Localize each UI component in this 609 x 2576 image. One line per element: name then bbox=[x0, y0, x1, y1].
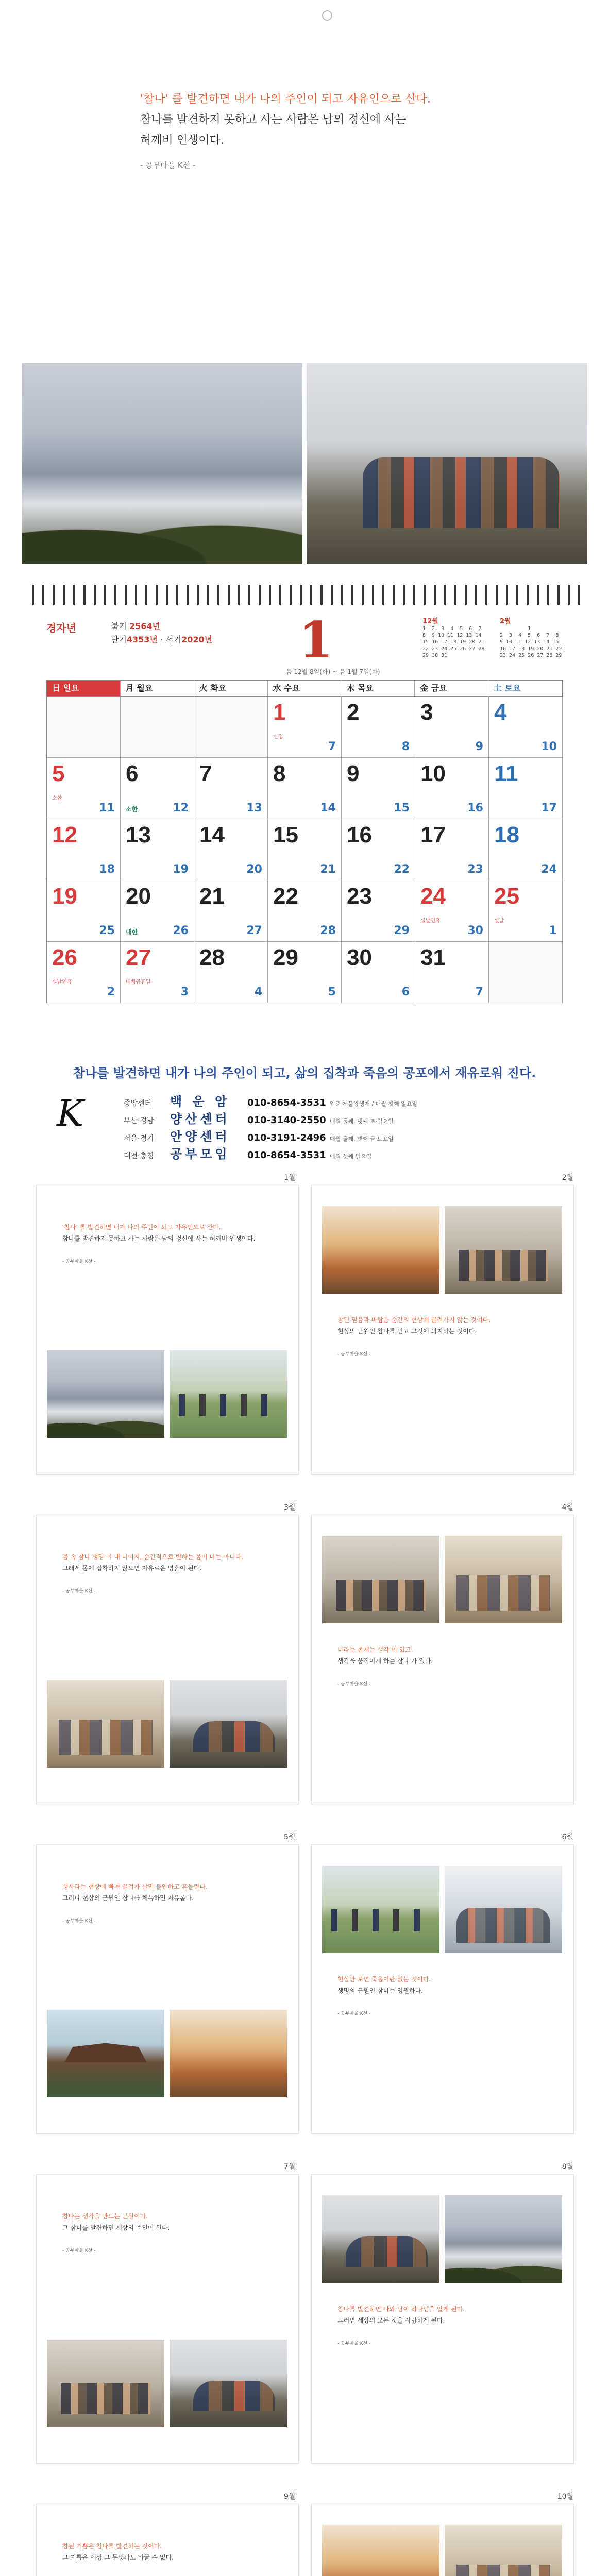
lunar-day: 4 bbox=[254, 986, 262, 998]
lunar-day: 11 bbox=[99, 802, 115, 815]
thumbnail-quote bbox=[337, 1644, 549, 1667]
contact-name: 안양센터 bbox=[170, 1129, 230, 1144]
day-cell-27 bbox=[121, 942, 194, 1003]
ring-coil bbox=[156, 585, 158, 605]
ring-coil bbox=[238, 585, 240, 605]
contact-row bbox=[124, 1126, 394, 1143]
day-cell-14 bbox=[194, 819, 268, 880]
thumbnail-quote bbox=[62, 1881, 274, 1904]
month-thumbnail-7 bbox=[36, 2163, 299, 2464]
lunar-day: 19 bbox=[173, 863, 189, 876]
holiday-note: 설날 bbox=[494, 918, 504, 924]
thumbnail-text-line: 몸 속 참나 생명 이 내 나이지, 순간적으로 변하는 몸이 나는 아니다. bbox=[62, 1553, 243, 1561]
ring-coil bbox=[207, 585, 209, 605]
day-number: 22 bbox=[273, 884, 298, 909]
dangi-year bbox=[111, 633, 212, 645]
thumbnail-photo bbox=[47, 1350, 164, 1438]
ring-coil bbox=[434, 585, 436, 605]
day-number: 3 bbox=[420, 700, 433, 725]
day-number: 13 bbox=[126, 822, 151, 848]
lunar-day: 7 bbox=[328, 740, 336, 753]
contact-phone: 010-8654-3531 bbox=[247, 1150, 326, 1161]
day-cell-17 bbox=[415, 819, 489, 880]
western-prefix: · 서기 bbox=[157, 635, 182, 645]
contact-name: 양산센터 bbox=[170, 1112, 230, 1126]
ring-coil bbox=[465, 585, 467, 605]
day-cell-22 bbox=[268, 880, 342, 942]
thumbnail-month-label: 2월 bbox=[562, 1174, 573, 1182]
lunar-day: 3 bbox=[180, 986, 189, 998]
ring-coil bbox=[547, 585, 549, 605]
day-cell-10 bbox=[415, 758, 489, 819]
hanger-hole-icon bbox=[322, 10, 332, 21]
day-cell-21 bbox=[194, 880, 268, 942]
empty-cell bbox=[47, 697, 121, 758]
ring-coil bbox=[114, 585, 116, 605]
thumbnail-month-label: 4월 bbox=[562, 1503, 573, 1512]
thumbnail-photo bbox=[445, 2525, 562, 2576]
lunar-day: 28 bbox=[320, 924, 336, 937]
thumbnail-month-label: 7월 bbox=[284, 2163, 296, 2171]
ring-coil bbox=[53, 585, 55, 605]
ring-coil bbox=[527, 585, 529, 605]
ring-coil bbox=[104, 585, 106, 605]
lunar-day: 26 bbox=[173, 924, 189, 937]
ring-coil bbox=[424, 585, 426, 605]
day-number: 24 bbox=[420, 884, 446, 909]
day-number: 2 bbox=[347, 700, 360, 725]
lunar-day: 21 bbox=[320, 863, 336, 876]
calligraphy-logo-icon: K bbox=[57, 1092, 84, 1134]
day-number: 23 bbox=[347, 884, 372, 909]
thumbnail-photo bbox=[170, 1680, 287, 1768]
mountain-photo bbox=[22, 363, 302, 564]
contact-note: 입춘·제불왕생재 / 매월 첫째 일요일 bbox=[330, 1100, 417, 1107]
day-number: 1 bbox=[273, 700, 286, 725]
ring-coil bbox=[475, 585, 477, 605]
contact-region: 서울·경기 bbox=[124, 1134, 154, 1143]
mini-next-days: 1 2 3 4 5 6 7 8 9 10 11 12 13 14 15 16 17 18 19 20 21 22 23 24 25 26 27 28 29 bbox=[500, 626, 562, 658]
day-number: 19 bbox=[52, 884, 77, 909]
contact-name: 공부모임 bbox=[170, 1147, 230, 1161]
holiday-note: 설날연휴 bbox=[52, 979, 72, 985]
lunar-day: 13 bbox=[246, 802, 262, 815]
thumbnail-source: - 공부마을 K선 - bbox=[337, 1352, 371, 1357]
day-cell-2 bbox=[342, 697, 415, 758]
thumbnail-text-line: 그 참나를 발견하면 세상의 주인이 된다. bbox=[62, 2224, 170, 2231]
ring-coil bbox=[516, 585, 518, 605]
day-cell-11 bbox=[489, 758, 563, 819]
thumbnail-text-line: 생사라는 현상에 빠져 끌려가 살면 불안하고 흔들린다. bbox=[62, 1883, 208, 1890]
thumbnail-text-line: 그러나 현상의 근원인 참나를 체득하면 자유롭다. bbox=[62, 1894, 194, 1902]
day-number: 12 bbox=[52, 822, 77, 848]
lunar-day: 22 bbox=[394, 863, 410, 876]
lunar-range: 음 12월 8일(화) ~ 음 1월 7일(화) bbox=[286, 668, 380, 675]
ring-coil bbox=[320, 585, 323, 605]
day-number: 15 bbox=[273, 822, 298, 848]
year-label: 경자년 bbox=[46, 622, 76, 634]
day-number: 25 bbox=[494, 884, 519, 909]
buddhist-year bbox=[111, 620, 160, 632]
contact-name: 백 운 암 bbox=[170, 1094, 230, 1109]
thumbnail-photo bbox=[445, 1866, 562, 1953]
ring-coil bbox=[444, 585, 446, 605]
lunar-day: 24 bbox=[541, 863, 557, 876]
day-cell-31 bbox=[415, 942, 489, 1003]
weekday-thu: 木 목요 bbox=[341, 681, 415, 696]
day-cell-13 bbox=[121, 819, 194, 880]
lunar-day: 27 bbox=[246, 924, 262, 937]
lunar-day: 23 bbox=[467, 863, 483, 876]
thumbnail-photo bbox=[322, 2525, 439, 2576]
thumbnail-source: - 공부마을 K선 - bbox=[337, 1682, 371, 1687]
contact-note: 매월 둘째, 넷째 금·토요일 bbox=[330, 1136, 394, 1142]
ring-coil bbox=[537, 585, 539, 605]
thumbnail-source: - 공부마을 K선 - bbox=[337, 2341, 371, 2346]
ring-coil bbox=[568, 585, 570, 605]
ring-coil bbox=[506, 585, 508, 605]
day-cell-19 bbox=[47, 880, 121, 942]
thumbnail-photo bbox=[445, 2195, 562, 2283]
month-thumbnail-6 bbox=[311, 1833, 574, 2134]
ring-coil bbox=[83, 585, 86, 605]
weekday-mon: 月 월요 bbox=[121, 681, 194, 696]
ring-coil bbox=[382, 585, 384, 605]
thumbnail-source: - 공부마을 K선 - bbox=[337, 2011, 371, 2016]
contact-row bbox=[124, 1144, 371, 1160]
day-number: 7 bbox=[199, 761, 212, 786]
lunar-day: 12 bbox=[173, 802, 189, 815]
contact-region: 대전·충청 bbox=[124, 1152, 154, 1160]
thumbnail-quote bbox=[62, 1222, 274, 1244]
western-year-value: 2020년 bbox=[181, 635, 213, 645]
day-number: 4 bbox=[494, 700, 507, 725]
ring-coil bbox=[403, 585, 405, 605]
day-cell-6 bbox=[121, 758, 194, 819]
thumbnail-text-line: 참된 기쁨은 참나를 발견하는 것이다. bbox=[62, 2543, 162, 2550]
mini-prev-days: 1 2 3 4 5 6 7 8 9 10 11 12 13 14 15 16 17 18 19 20 21 22 23 24 25 26 27 28 29 30 31 bbox=[422, 626, 485, 658]
contact-region: 중앙센터 bbox=[124, 1099, 152, 1108]
thumbnail-text-line: 참나를 발견하면 나와 남이 하나임을 알게 된다. bbox=[337, 2306, 465, 2313]
thumbnail-text-line: 그래서 몸에 집착하지 않으면 자유로운 영혼이 된다. bbox=[62, 1565, 202, 1572]
ring-coil bbox=[331, 585, 333, 605]
day-cell-16 bbox=[342, 819, 415, 880]
month-thumbnail-10 bbox=[311, 2493, 574, 2576]
day-number: 16 bbox=[347, 822, 372, 848]
holiday-note: 설날연휴 bbox=[420, 918, 441, 924]
ring-coil bbox=[125, 585, 127, 605]
day-number: 9 bbox=[347, 761, 360, 786]
thumbnail-text-line: 생명의 근원인 참나는 영원하다. bbox=[337, 1987, 423, 1994]
ring-coil bbox=[63, 585, 65, 605]
ring-coil bbox=[557, 585, 560, 605]
ring-coil bbox=[145, 585, 147, 605]
day-number: 28 bbox=[199, 945, 225, 970]
lunar-day: 2 bbox=[107, 986, 115, 998]
ring-coil bbox=[279, 585, 281, 605]
weekday-sat: 土 토요 bbox=[494, 683, 521, 693]
thumbnail-text-line: 현상만 보면 죽음이란 없는 것이다. bbox=[337, 1976, 431, 1983]
ring-coil bbox=[413, 585, 415, 605]
ring-coil bbox=[269, 585, 271, 605]
month-number: 1 bbox=[299, 611, 333, 669]
lunar-day: 20 bbox=[246, 863, 262, 876]
thumbnail-text-line: 그러면 세상의 모든 것을 사랑하게 된다. bbox=[337, 2317, 445, 2324]
contact-phone: 010-3140-2550 bbox=[247, 1115, 326, 1126]
day-number: 18 bbox=[494, 822, 519, 848]
thumbnail-photo bbox=[170, 2010, 287, 2097]
thumbnail-text-line: 나라는 존재는 생각 이 있고, bbox=[337, 1646, 413, 1653]
thumbnail-photo bbox=[322, 1866, 439, 1953]
weekday-tue: 火 화요 bbox=[194, 681, 268, 696]
thumbnail-photo bbox=[47, 1680, 164, 1768]
month-thumbnail-2 bbox=[311, 1174, 574, 1475]
weekday-wed: 水 수요 bbox=[268, 681, 342, 696]
ring-coil bbox=[259, 585, 261, 605]
month-thumbnail-8 bbox=[311, 2163, 574, 2464]
calendar-slogan: 참나를 발견하면 내가 나의 주인이 되고, 삶의 집착과 죽음의 공포에서 재유로워 진다. bbox=[73, 1066, 536, 1080]
quote-line-3: 허깨비 인생이다. bbox=[140, 134, 224, 147]
thumbnail-text-line: 그 기쁨은 세상 그 무엇과도 바꿀 수 없다. bbox=[62, 2554, 174, 2561]
calendar-header bbox=[46, 611, 563, 677]
day-cell-7 bbox=[194, 758, 268, 819]
thumbnail-month-label: 5월 bbox=[284, 1833, 296, 1841]
day-cell-3 bbox=[415, 697, 489, 758]
mini-calendar-prev bbox=[422, 616, 484, 659]
day-number: 8 bbox=[273, 761, 286, 786]
thumbnail-photo bbox=[445, 1206, 562, 1294]
day-cell-15 bbox=[268, 819, 342, 880]
mini-next-title: 2월 bbox=[500, 618, 511, 625]
day-cell-30 bbox=[342, 942, 415, 1003]
ring-coil bbox=[393, 585, 395, 605]
day-number: 6 bbox=[126, 761, 139, 786]
thumbnail-source: - 공부마을 K선 - bbox=[62, 1259, 96, 1264]
thumbnail-text-line: 참나를 발견하지 못하고 사는 사람은 남의 정신에 사는 허깨비 인생이다. bbox=[62, 1235, 256, 1242]
quote-line-1 bbox=[140, 90, 431, 106]
ring-coil bbox=[496, 585, 498, 605]
weekday-header bbox=[46, 680, 563, 697]
ring-coil bbox=[290, 585, 292, 605]
lunar-day: 16 bbox=[467, 802, 483, 815]
thumbnail-photo bbox=[322, 1536, 439, 1623]
thumbnail-text-line: 현상의 근원인 참나를 믿고 그것에 의지하는 것이다. bbox=[337, 1328, 477, 1335]
thumbnail-photo bbox=[47, 2010, 164, 2097]
ring-coil bbox=[300, 585, 302, 605]
thumbnail-month-label: 1월 bbox=[284, 1174, 296, 1182]
thumbnail-text-line: 참나는 생각을 만드는 근원이다. bbox=[62, 2213, 148, 2220]
thumbnail-photo bbox=[322, 1206, 439, 1294]
lunar-day: 29 bbox=[394, 924, 410, 937]
lunar-day: 6 bbox=[401, 986, 410, 998]
contact-row bbox=[124, 1091, 417, 1108]
day-number: 29 bbox=[273, 945, 298, 970]
day-number: 5 bbox=[52, 761, 65, 786]
thumbnail-quote bbox=[62, 2211, 274, 2233]
thumbnail-month-label: 10월 bbox=[557, 2493, 573, 2501]
ring-coil bbox=[94, 585, 96, 605]
thumbnail-quote bbox=[62, 2540, 274, 2563]
ring-coil bbox=[372, 585, 374, 605]
day-cell-1 bbox=[268, 697, 342, 758]
contact-note: 매월 둘째, 넷째 토·일요일 bbox=[330, 1118, 394, 1125]
contact-region: 부산·경남 bbox=[124, 1117, 154, 1125]
ring-coil bbox=[351, 585, 353, 605]
lunar-day: 5 bbox=[328, 986, 336, 998]
lunar-day: 1 bbox=[549, 924, 557, 937]
ring-coil bbox=[217, 585, 219, 605]
thumbnail-photo bbox=[47, 2340, 164, 2427]
day-cell-29 bbox=[268, 942, 342, 1003]
thumbnail-photo bbox=[322, 2195, 439, 2283]
lunar-day: 17 bbox=[541, 802, 557, 815]
thumbnail-source: - 공부마을 K선 - bbox=[62, 2248, 96, 2253]
weekday-sun: 日 일요 bbox=[47, 681, 121, 696]
calendar-weeks bbox=[46, 697, 563, 1003]
thumbnail-text-line: 생각을 움직이게 하는 참나 가 있다. bbox=[337, 1657, 433, 1665]
ring-coil bbox=[454, 585, 456, 605]
holiday-note: 대체공휴일 bbox=[126, 979, 151, 985]
lunar-day: 25 bbox=[99, 924, 115, 937]
lunar-day: 7 bbox=[475, 986, 483, 998]
day-cell-4 bbox=[489, 697, 563, 758]
ring-coil bbox=[310, 585, 312, 605]
empty-cell bbox=[121, 697, 194, 758]
thumbnail-quote bbox=[337, 1314, 549, 1337]
ring-coil bbox=[197, 585, 199, 605]
day-number: 27 bbox=[126, 945, 151, 970]
day-number: 26 bbox=[52, 945, 77, 970]
lunar-day: 8 bbox=[401, 740, 410, 753]
contact-phone: 010-8654-3531 bbox=[247, 1097, 326, 1108]
day-number: 17 bbox=[420, 822, 446, 848]
day-cell-28 bbox=[194, 942, 268, 1003]
month-thumbnail-9 bbox=[36, 2493, 299, 2576]
day-cell-9 bbox=[342, 758, 415, 819]
dangi-prefix: 단기 bbox=[111, 635, 127, 645]
contact-row bbox=[124, 1109, 394, 1125]
weekday-fri: 金 금요 bbox=[415, 681, 488, 696]
day-cell-26 bbox=[47, 942, 121, 1003]
empty-cell bbox=[194, 697, 268, 758]
thumbnail-photo bbox=[170, 1350, 287, 1438]
quote-source: - 공부마을 K선 - bbox=[140, 161, 196, 170]
buddhist-year-value: 2564년 bbox=[129, 621, 161, 631]
day-number: 14 bbox=[199, 822, 225, 848]
month-thumbnail-1 bbox=[36, 1174, 299, 1475]
ring-coil bbox=[176, 585, 178, 605]
lunar-day: 15 bbox=[394, 802, 410, 815]
quote-line-2: 참나를 발견하지 못하고 사는 사람은 남의 정신에 사는 bbox=[140, 113, 407, 126]
thumbnail-photo bbox=[170, 2340, 287, 2427]
ring-coil bbox=[32, 585, 34, 605]
lunar-day: 9 bbox=[475, 740, 483, 753]
group-summit-photo bbox=[307, 363, 587, 564]
month-thumbnail-5 bbox=[36, 1833, 299, 2134]
spiral-binding bbox=[22, 585, 587, 605]
thumbnail-quote bbox=[337, 1974, 549, 1996]
ring-coil bbox=[228, 585, 230, 605]
month-thumbnail-3 bbox=[36, 1503, 299, 1804]
day-number: 20 bbox=[126, 884, 151, 909]
day-number: 31 bbox=[420, 945, 446, 970]
day-cell-20 bbox=[121, 880, 194, 942]
ring-coil bbox=[362, 585, 364, 605]
buddhist-prefix: 불기 bbox=[111, 621, 127, 631]
hero-page bbox=[22, 0, 587, 582]
holiday-note: 소한 bbox=[52, 795, 62, 801]
lunar-day: 30 bbox=[467, 924, 483, 937]
ring-coil bbox=[578, 585, 580, 605]
thumbnail-source: - 공부마을 K선 - bbox=[62, 1589, 96, 1594]
ring-coil bbox=[73, 585, 75, 605]
calendar-page bbox=[22, 605, 587, 1170]
day-cell-18 bbox=[489, 819, 563, 880]
lunar-day: 18 bbox=[99, 863, 115, 876]
solar-term: 소한 bbox=[126, 806, 138, 813]
contact-note: 매월 셋째 일요일 bbox=[330, 1153, 372, 1160]
thumbnail-quote bbox=[62, 1551, 274, 1574]
thumbnail-quote bbox=[337, 2303, 549, 2326]
holiday-note: 신정 bbox=[273, 734, 283, 740]
calendar-grid bbox=[46, 680, 563, 1003]
ring-coil bbox=[135, 585, 137, 605]
lunar-day: 10 bbox=[541, 740, 557, 753]
day-cell-5 bbox=[47, 758, 121, 819]
ring-coil bbox=[166, 585, 168, 605]
thumbnail-source: - 공부마을 K선 - bbox=[62, 1919, 96, 1924]
thumbnail-month-label: 3월 bbox=[284, 1503, 296, 1512]
mini-calendar-next bbox=[500, 616, 562, 659]
solar-term: 대한 bbox=[126, 928, 138, 936]
contact-block bbox=[46, 1087, 563, 1164]
thumbnail-month-label: 6월 bbox=[562, 1833, 573, 1841]
ring-coil bbox=[341, 585, 343, 605]
thumbnail-photo bbox=[445, 1536, 562, 1623]
day-cell-23 bbox=[342, 880, 415, 942]
empty-cell bbox=[489, 942, 563, 1003]
day-number: 10 bbox=[420, 761, 446, 786]
ring-coil bbox=[187, 585, 189, 605]
dangi-year-value: 4353년 bbox=[126, 635, 158, 645]
ring-coil bbox=[42, 585, 44, 605]
quote-highlight: '참나' 를 발견하면 bbox=[140, 93, 234, 106]
contact-phone: 010-3191-2496 bbox=[247, 1132, 326, 1143]
thumbnail-month-label: 9월 bbox=[284, 2493, 296, 2501]
ring-coil bbox=[485, 585, 487, 605]
day-cell-12 bbox=[47, 819, 121, 880]
lunar-day: 14 bbox=[320, 802, 336, 815]
day-cell-25 bbox=[489, 880, 563, 942]
day-cell-8 bbox=[268, 758, 342, 819]
thumbnail-text-line: '참나' 를 발견하면 내가 나의 주인이 되고 자유인으로 산다. bbox=[62, 1224, 221, 1231]
mini-prev-title: 12월 bbox=[422, 618, 438, 625]
month-thumbnail-4 bbox=[311, 1503, 574, 1804]
day-number: 11 bbox=[494, 761, 518, 786]
quote-text: 내가 나의 주인이 되고 자유인으로 산다. bbox=[233, 93, 431, 106]
ring-coil bbox=[248, 585, 250, 605]
thumbnail-month-label: 8월 bbox=[562, 2163, 573, 2171]
day-number: 30 bbox=[347, 945, 372, 970]
day-cell-24 bbox=[415, 880, 489, 942]
thumbnail-text-line: 참된 믿음과 바람은 순간의 현상에 끌려가지 않는 것이다. bbox=[337, 1316, 491, 1324]
day-number: 21 bbox=[199, 884, 225, 909]
